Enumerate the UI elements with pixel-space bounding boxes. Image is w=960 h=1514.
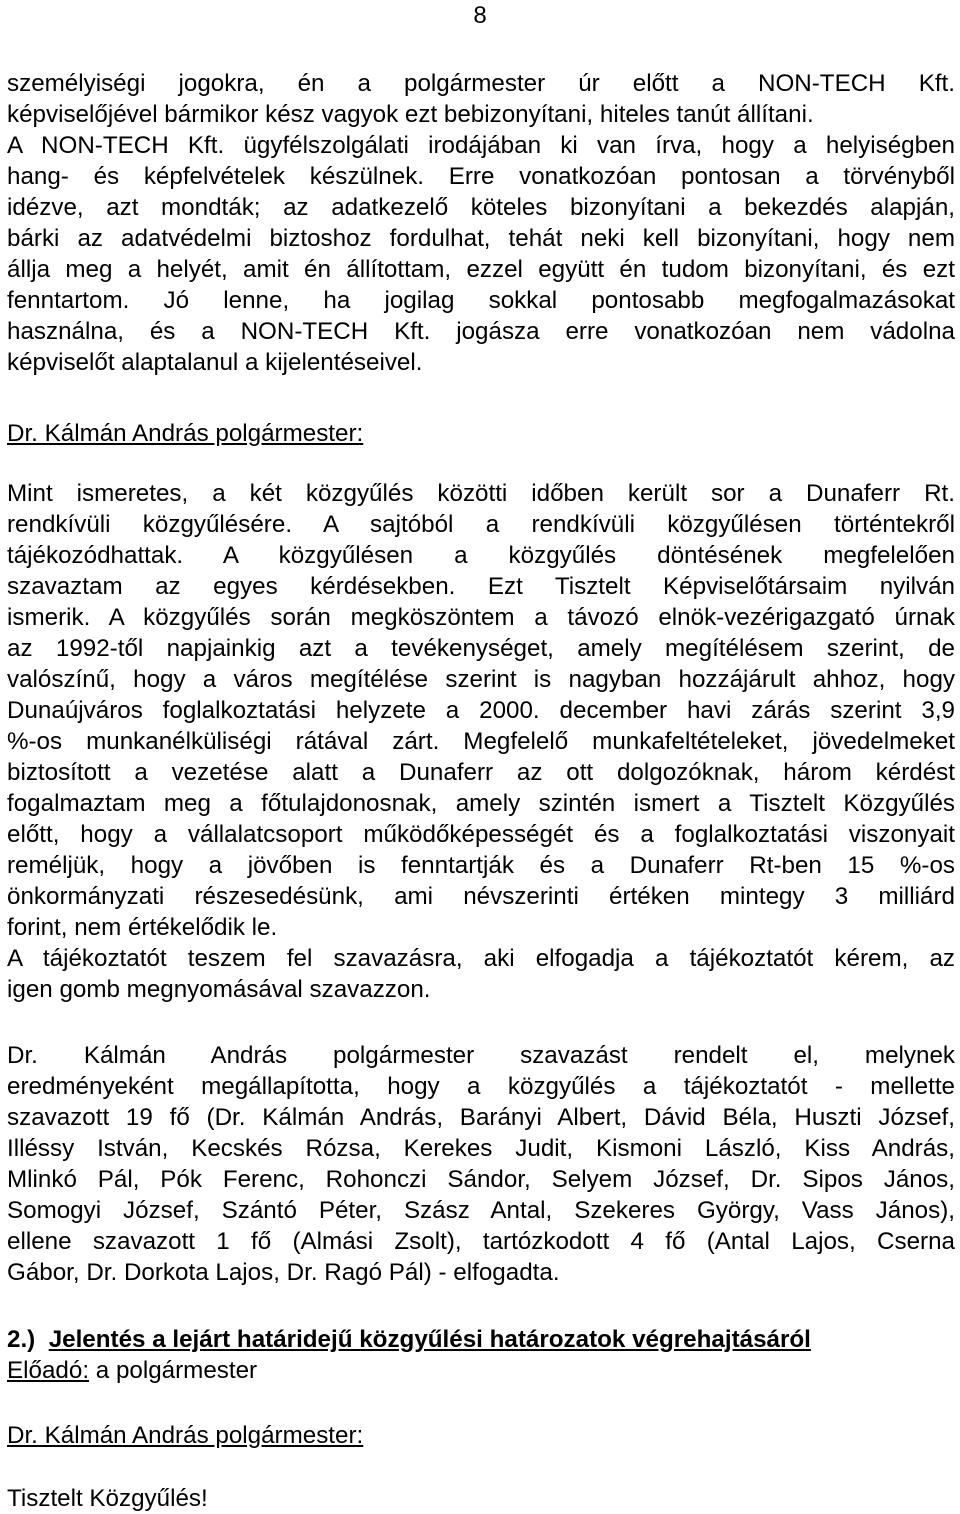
text-line: Somogyi József, Szántó Péter, Szász Antal, Szekeres György, Vass János),: [7, 1197, 955, 1224]
text-line: használna, és a NON-TECH Kft. jogásza erre vonatkozóan nem vádolna: [7, 318, 955, 345]
text-line: Dunaújváros foglalkoztatási helyzete a 2000. december havi zárás szerint 3,9: [7, 697, 955, 724]
text-line: idézve, azt mondták; az adatkezelő köteles bizonyítani a bekezdés alapján,: [7, 194, 955, 221]
text-line: Gábor, Dr. Dorkota Lajos, Dr. Ragó Pál) - elfogadta.: [7, 1259, 560, 1286]
text-line: biztosított a vezetése alatt a Dunaferr az ott dolgozóknak, három kérdést: [7, 759, 955, 786]
speaker-heading-2: [7, 1420, 955, 1451]
text-line: %-os munkanélküliségi rátával zárt. Megfelelő munkafeltételeket, jövedelmeket: [7, 728, 955, 755]
paragraph-personal-rights: [7, 68, 955, 378]
text-line: bárki az adatvédelmi biztoshoz fordulhat, tehát neki kell bizonyítani, hogy nem: [7, 225, 955, 252]
speaker-heading: [7, 418, 955, 449]
text-line: Illéssy István, Kecskés Rózsa, Kerekes Judit, Kismoni László, Kiss András,: [7, 1135, 955, 1162]
text-line: reméljük, hogy a jövőben is fenntartják és a Dunaferr Rt-ben 15 %-os: [7, 852, 955, 879]
text-line: képviselőjével bármikor kész vagyok ezt bebizonyítani, hiteles tanút állítani.: [7, 101, 814, 128]
presenter-name: a polgármester: [89, 1357, 258, 1384]
speaker-name: Dr. Kálmán András polgármester:: [7, 420, 364, 447]
text-line: az 1992-től napjainkig azt a tevékenységet, amely megítélésem szerint, de: [7, 635, 955, 662]
text-line: A tájékoztatót teszem fel szavazásra, aki elfogadja a tájékoztatót kérem, az: [7, 945, 955, 972]
text-line: Dr. Kálmán András polgármester szavazást rendelt el, melynek: [7, 1042, 955, 1069]
presenter-label: Előadó:: [7, 1357, 90, 1384]
text-line: valószínű, hogy a város megítélése szerint is nagyban hozzájárult ahhoz, hogy: [7, 666, 955, 693]
page-number: 8: [473, 2, 487, 29]
text-line: forint, nem értékelődik le.: [7, 914, 278, 941]
text-line: személyiségi jogokra, én a polgármester úr előtt a NON-TECH Kft.: [7, 70, 955, 97]
text-line: előtt, hogy a vállalatcsoport működőképességét és a foglalkoztatási viszonyait: [7, 821, 955, 848]
text-line: eredményeként megállapította, hogy a közgyűlés a tájékoztatót - mellette: [7, 1073, 955, 1100]
text-line: önkormányzati részesedésünk, ami névszerinti értéken mintegy 3 milliárd: [7, 883, 955, 910]
text-line: Mlinkó Pál, Pók Ferenc, Rohonczi Sándor, Selyem József, Dr. Sipos János,: [7, 1166, 955, 1193]
text-line: szavazott 19 fő (Dr. Kálmán András, Barányi Albert, Dávid Béla, Huszti József,: [7, 1104, 955, 1131]
text-line: tájékozódhattak. A közgyűlésen a közgyűlés döntésének megfelelően: [7, 542, 955, 569]
text-line: Mint ismeretes, a két közgyűlés közötti időben került sor a Dunaferr Rt.: [7, 480, 955, 507]
greeting-block: [7, 1483, 955, 1514]
speaker-name-2: Dr. Kálmán András polgármester:: [7, 1422, 364, 1449]
agenda-item: [7, 1324, 955, 1386]
text-line: ellene szavazott 1 fő (Almási Zsolt), tartózkodott 4 fő (Antal Lajos, Cserna: [7, 1228, 955, 1255]
greeting: Tisztelt Közgyűlés!: [7, 1485, 208, 1512]
text-line: ismerik. A közgyűlés során megköszöntem a távozó elnök-vezérigazgató úrnak: [7, 604, 955, 631]
text-line: fogalmaztam meg a főtulajdonosnak, amely szintén ismert a Tisztelt Közgyűlés: [7, 790, 955, 817]
text-line: szavaztam az egyes kérdésekben. Ezt Tisztelt Képviselőtársaim nyilván: [7, 573, 955, 600]
agenda-title: Jelentés a lejárt határidejű közgyűlési határozatok végrehajtásáról: [48, 1326, 811, 1353]
text-line: A NON-TECH Kft. ügyfélszolgálati irodájában ki van írva, hogy a helyiségben: [7, 132, 955, 159]
presenter-line: [7, 1355, 955, 1386]
text-line: hang- és képfelvételek készülnek. Erre vonatkozóan pontosan a törvényből: [7, 163, 955, 190]
text-line: fenntartom. Jó lenne, ha jogilag sokkal pontosabb megfogalmazásokat: [7, 287, 955, 314]
paragraph-dunaferr-report: [7, 478, 955, 1005]
text-line: állja meg a helyét, amit én állítottam, ezzel együtt én tudom bizonyítani, és ezt: [7, 256, 955, 283]
text-line: igen gomb megnyomásával szavazzon.: [7, 976, 431, 1003]
text-line: képviselőt alaptalanul a kijelentéseivel.: [7, 349, 423, 376]
text-line: rendkívüli közgyűlésére. A sajtóból a rendkívüli közgyűlésen történtekről: [7, 511, 955, 538]
agenda-title-line: [7, 1324, 955, 1355]
agenda-number: 2.): [7, 1326, 36, 1353]
paragraph-vote-result: [7, 1040, 955, 1288]
